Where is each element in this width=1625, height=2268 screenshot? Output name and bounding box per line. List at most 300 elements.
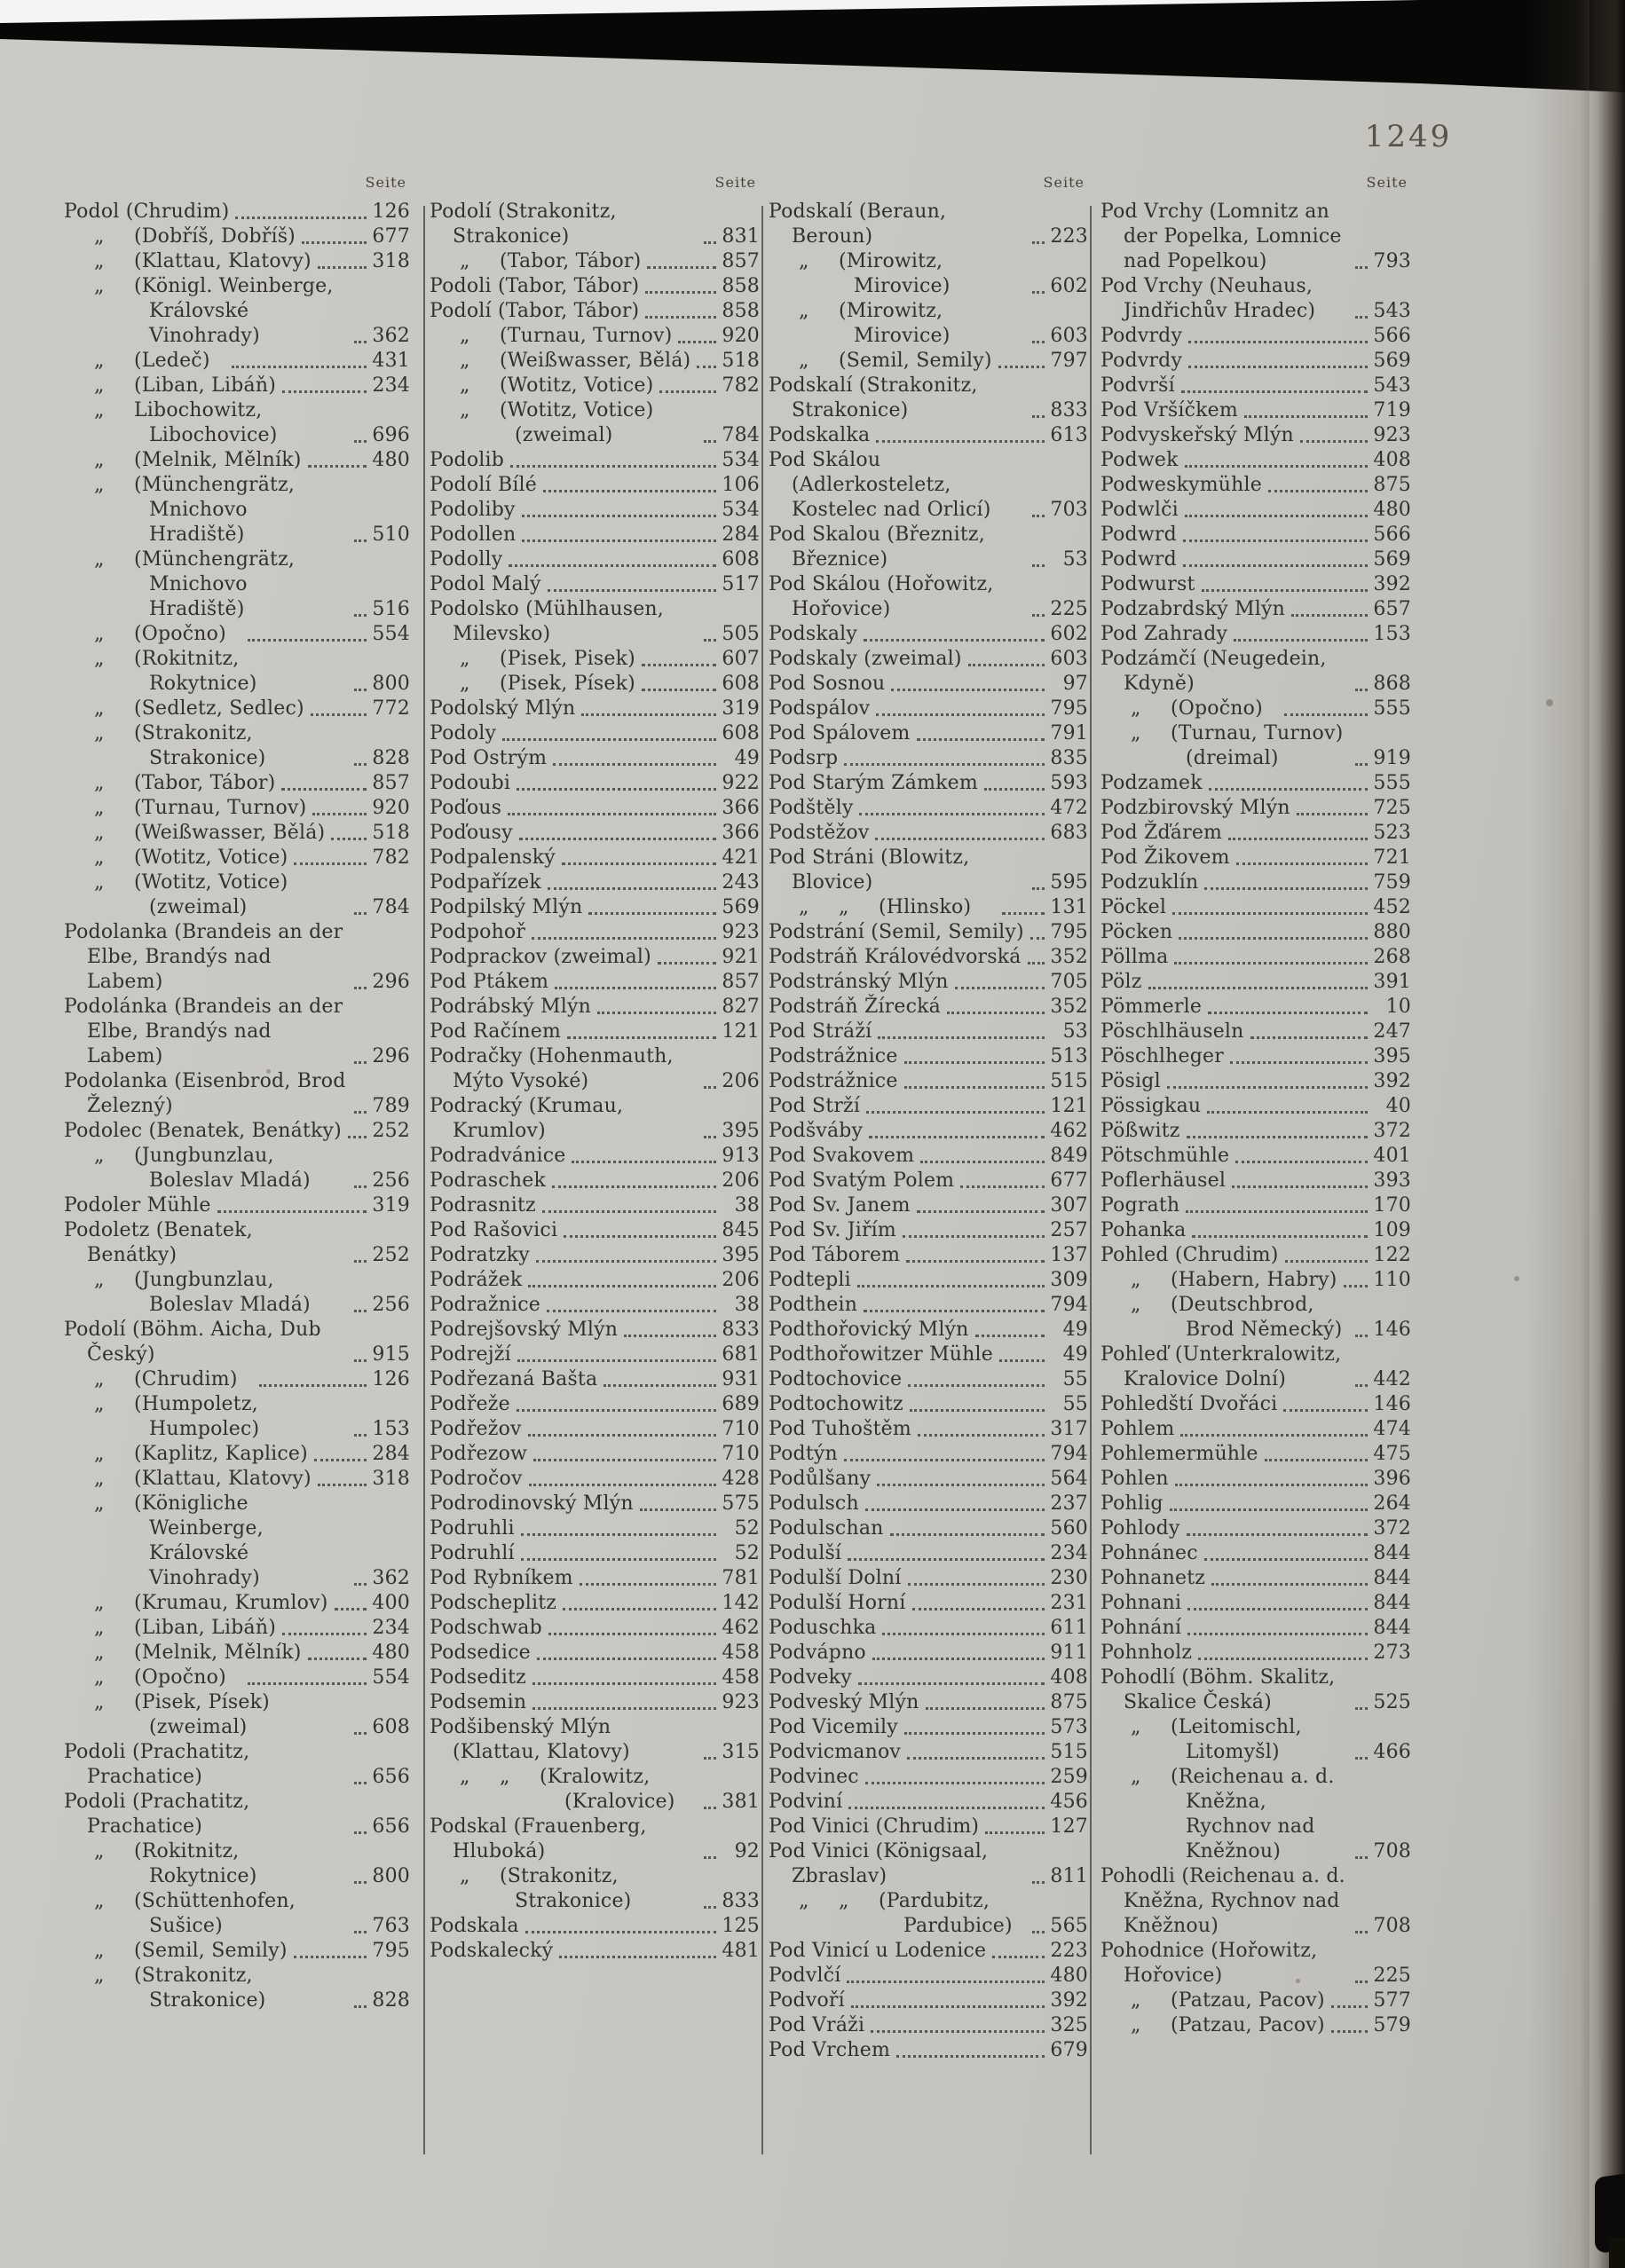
dotted-leader bbox=[548, 1633, 716, 1635]
dotted-leader bbox=[248, 1682, 367, 1685]
entry-name: Podulší Dolní bbox=[769, 1567, 902, 1589]
index-entry bbox=[430, 1218, 761, 1243]
entry-name: Pod Ostrým bbox=[430, 747, 548, 769]
entry-name: Pod Žďárem bbox=[1100, 822, 1223, 844]
entry-page-number: 395 bbox=[722, 1244, 760, 1266]
entry-name: Podvrší bbox=[1100, 374, 1175, 397]
index-entry bbox=[1100, 1268, 1413, 1293]
entry-page-number: 569 bbox=[1373, 548, 1411, 571]
index-entry bbox=[1100, 448, 1413, 473]
entry-name: „ (Wotitz, Votice) bbox=[94, 847, 288, 869]
index-entry bbox=[769, 374, 1090, 423]
entry-page-number: 681 bbox=[722, 1343, 760, 1366]
entry-name: Podstránský Mlýn bbox=[769, 971, 949, 993]
entry-name: Podřezow bbox=[430, 1443, 528, 1465]
column-4-entries bbox=[1100, 200, 1413, 2038]
entry-page-number: 915 bbox=[372, 1343, 410, 1366]
entry-name: Podpařízek bbox=[430, 871, 541, 894]
index-entry bbox=[1100, 1069, 1413, 1094]
column-divider-3 bbox=[1090, 206, 1092, 2154]
entry-name: Podoler Mühle bbox=[64, 1194, 211, 1217]
dotted-leader bbox=[510, 465, 716, 468]
entry-page-number: 793 bbox=[1373, 250, 1411, 272]
index-entry bbox=[769, 970, 1090, 995]
dotted-leader bbox=[281, 788, 367, 791]
index-entry bbox=[1100, 473, 1413, 498]
entry-page-number: 153 bbox=[1373, 623, 1411, 645]
index-entry bbox=[769, 846, 1090, 895]
scan-artifact-corner-mark-small bbox=[1609, 2238, 1625, 2268]
entry-page-number: 554 bbox=[372, 623, 410, 645]
dotted-leader bbox=[572, 1161, 716, 1163]
entry-page-number: 137 bbox=[1050, 1244, 1088, 1266]
entry-page-number: 923 bbox=[1373, 424, 1411, 446]
entry-page-number: 656 bbox=[372, 1766, 410, 1788]
index-entry bbox=[430, 870, 761, 895]
entry-page-number: 53 bbox=[1062, 1020, 1088, 1043]
entry-name: Podraschek bbox=[430, 1169, 547, 1192]
entry-name: Pod Vinicí u Lodenice bbox=[769, 1940, 987, 1962]
entry-page-number: 554 bbox=[372, 1666, 410, 1689]
entry-page-number: 223 bbox=[1050, 1940, 1088, 1962]
index-entry bbox=[769, 1591, 1090, 1616]
entry-name: Pöcken bbox=[1100, 921, 1173, 943]
entry-name: Podtepli bbox=[769, 1269, 851, 1291]
entry-name: Podprackov (zweimal) bbox=[430, 946, 651, 968]
index-entry bbox=[64, 846, 412, 870]
entry-page-number: 481 bbox=[722, 1940, 760, 1962]
dotted-leader bbox=[517, 1359, 716, 1362]
dotted-leader bbox=[992, 1956, 1045, 1958]
entry-page-number: 395 bbox=[1373, 1045, 1411, 1067]
index-entry bbox=[1100, 1541, 1413, 1566]
entry-name: Pod Sv. Janem bbox=[769, 1194, 911, 1217]
entry-page-number: 206 bbox=[722, 1269, 760, 1291]
entry-page-number: 146 bbox=[1373, 1319, 1411, 1341]
index-entry bbox=[1100, 1467, 1413, 1492]
dotted-leader bbox=[528, 1434, 716, 1437]
entry-page-number: 789 bbox=[372, 1095, 410, 1117]
entry-page-number: 146 bbox=[1373, 1393, 1411, 1415]
index-entry bbox=[769, 721, 1090, 746]
index-entry bbox=[64, 1839, 412, 1889]
index-entry bbox=[1100, 423, 1413, 448]
entry-name: Podthořowitzer Mühle bbox=[769, 1343, 994, 1366]
dotted-leader bbox=[559, 1956, 716, 1958]
entry-page-number: 247 bbox=[1373, 1020, 1411, 1043]
entry-page-number: 52 bbox=[734, 1517, 760, 1540]
entry-page-number: 833 bbox=[1050, 399, 1088, 421]
dotted-leader bbox=[960, 1185, 1045, 1188]
entry-name: Podskaly (zweimal) bbox=[769, 648, 962, 670]
entry-page-number: 352 bbox=[1050, 996, 1088, 1018]
entry-page-number: 466 bbox=[1373, 1741, 1411, 1763]
entry-name: Podšibenský Mlýn (Klattau, Klatovy) bbox=[430, 1716, 630, 1763]
entry-name: Podracký (Krumau, Krumlov) bbox=[430, 1095, 624, 1142]
index-entry bbox=[769, 821, 1090, 846]
dotted-leader bbox=[1032, 291, 1045, 294]
dotted-leader bbox=[533, 1459, 716, 1461]
entry-page-number: 234 bbox=[372, 374, 410, 397]
index-entry bbox=[769, 995, 1090, 1020]
entry-page-number: 595 bbox=[1050, 871, 1088, 894]
entry-page-number: 517 bbox=[722, 573, 760, 595]
index-entry bbox=[430, 1815, 761, 1864]
entry-page-number: 49 bbox=[734, 747, 760, 769]
dotted-leader bbox=[525, 1931, 716, 1933]
index-entry bbox=[64, 349, 412, 374]
entry-name: Podoletz (Benatek, Benátky) bbox=[64, 1219, 253, 1266]
entry-name: Pod Strží bbox=[769, 1095, 861, 1117]
entry-page-number: 225 bbox=[1373, 1965, 1411, 1987]
entry-page-number: 920 bbox=[372, 797, 410, 819]
entry-name: Podrejšovský Mlýn bbox=[430, 1319, 619, 1341]
entry-name: Podřezaná Bašta bbox=[430, 1368, 598, 1390]
entry-page-number: 480 bbox=[372, 1642, 410, 1664]
dotted-leader bbox=[647, 266, 716, 269]
entry-page-number: 710 bbox=[722, 1418, 760, 1440]
entry-page-number: 657 bbox=[1373, 598, 1411, 620]
entry-name: Podolí (Böhm. Aicha, Dub Český) bbox=[64, 1319, 321, 1366]
dotted-leader bbox=[1032, 341, 1045, 343]
entry-page-number: 206 bbox=[722, 1070, 760, 1092]
entry-name: Pohnánec bbox=[1100, 1542, 1198, 1564]
entry-page-number: 919 bbox=[1373, 747, 1411, 769]
index-entry bbox=[430, 1914, 761, 1939]
index-entry bbox=[1100, 374, 1413, 398]
dotted-leader bbox=[1181, 390, 1368, 393]
entry-name: Podskalí (Strakonitz, Strakonice) bbox=[769, 374, 978, 421]
index-entry bbox=[1100, 1988, 1413, 2013]
entry-page-number: 142 bbox=[722, 1592, 760, 1614]
dotted-leader bbox=[704, 440, 716, 443]
entry-page-number: 800 bbox=[372, 673, 410, 695]
entry-name: Podvrdy bbox=[1100, 325, 1183, 347]
index-entry bbox=[64, 1492, 412, 1591]
index-entry bbox=[430, 523, 761, 547]
index-entry bbox=[430, 1020, 761, 1044]
dotted-leader bbox=[917, 1210, 1045, 1213]
entry-page-number: 252 bbox=[372, 1244, 410, 1266]
entry-page-number: 858 bbox=[722, 300, 760, 322]
entry-name: „ (Habern, Habry) bbox=[1131, 1269, 1337, 1291]
entry-name: Podskalecký bbox=[430, 1940, 554, 1962]
dotted-leader bbox=[548, 589, 716, 592]
entry-name: Pohnanetz bbox=[1100, 1567, 1206, 1589]
entry-page-number: 534 bbox=[722, 449, 760, 471]
index-entry bbox=[64, 398, 412, 448]
dotted-leader bbox=[865, 1782, 1045, 1784]
dotted-leader bbox=[553, 763, 716, 766]
dotted-leader bbox=[282, 390, 367, 393]
dotted-leader bbox=[659, 390, 716, 393]
entry-name: Podštěly bbox=[769, 797, 854, 819]
index-entry bbox=[430, 1318, 761, 1343]
entry-name: Podzbirovský Mlýn bbox=[1100, 797, 1290, 819]
entry-name: „ (Opočno) bbox=[1131, 697, 1263, 720]
entry-name: Pod Skálou (Hořowitz, Hořovice) bbox=[769, 573, 994, 620]
index-entry bbox=[64, 647, 412, 697]
dotted-leader bbox=[878, 1036, 1045, 1039]
entry-name: Podulší Horní bbox=[769, 1592, 906, 1614]
dotted-leader bbox=[955, 987, 1045, 989]
index-entry bbox=[430, 796, 761, 821]
index-entry bbox=[430, 1765, 761, 1815]
entry-name: „ (Melnik, Mělník) bbox=[94, 1642, 302, 1664]
dotted-leader bbox=[1032, 887, 1045, 890]
entry-name: Podskala bbox=[430, 1915, 519, 1937]
entry-name: Pöckel bbox=[1100, 896, 1167, 918]
entry-name: Podsedice bbox=[430, 1642, 531, 1664]
dotted-leader bbox=[548, 887, 716, 890]
entry-page-number: 518 bbox=[372, 822, 410, 844]
dotted-leader bbox=[547, 1310, 716, 1312]
dotted-leader bbox=[354, 1732, 367, 1735]
entry-page-number: 97 bbox=[1062, 673, 1088, 695]
index-entry bbox=[769, 1964, 1090, 1988]
dotted-leader bbox=[1355, 1335, 1368, 1337]
entry-name: Pod Račínem bbox=[430, 1020, 562, 1043]
entry-page-number: 122 bbox=[1373, 1244, 1411, 1266]
index-entry bbox=[430, 324, 761, 349]
dotted-leader bbox=[1188, 341, 1368, 343]
dotted-leader bbox=[564, 1235, 716, 1238]
dotted-leader bbox=[1185, 515, 1368, 517]
entry-name: Pod Sv. Jiřím bbox=[769, 1219, 896, 1241]
entry-page-number: 579 bbox=[1373, 2014, 1411, 2036]
entry-page-number: 428 bbox=[722, 1468, 760, 1490]
index-entry bbox=[769, 1069, 1090, 1094]
entry-name: „ „ (Hlinsko) bbox=[799, 896, 972, 918]
entry-page-number: 555 bbox=[1373, 697, 1411, 720]
dotted-leader bbox=[354, 987, 367, 989]
index-entry bbox=[1100, 1516, 1413, 1541]
dotted-leader bbox=[318, 266, 367, 269]
entry-name: Poďous bbox=[430, 797, 502, 819]
entry-page-number: 127 bbox=[1050, 1815, 1088, 1838]
entry-name: „ (Patzau, Pacov) bbox=[1131, 1989, 1325, 2012]
dotted-leader bbox=[532, 1682, 716, 1685]
index-entry bbox=[430, 1616, 761, 1641]
entry-page-number: 474 bbox=[1373, 1418, 1411, 1440]
index-entry bbox=[430, 1343, 761, 1367]
entry-page-number: 811 bbox=[1050, 1865, 1088, 1887]
entry-name: „ (Jungbunzlau, Boleslav Mladá) bbox=[94, 1269, 311, 1316]
entry-name: Podvrdy bbox=[1100, 350, 1183, 372]
entry-name: Pohled (Chrudim) bbox=[1100, 1244, 1279, 1266]
index-entry bbox=[430, 1094, 761, 1144]
entry-name: Podřeže bbox=[430, 1393, 510, 1415]
index-entry bbox=[430, 299, 761, 324]
index-entry bbox=[769, 1020, 1090, 1044]
entry-name: „ (Kaplitz, Kaplice) bbox=[94, 1443, 308, 1465]
index-entry bbox=[1100, 1020, 1413, 1044]
entry-page-number: 844 bbox=[1373, 1542, 1411, 1564]
entry-name: Pohlemermühle bbox=[1100, 1443, 1258, 1465]
entry-page-number: 442 bbox=[1373, 1368, 1411, 1390]
entry-name: Podwek bbox=[1100, 449, 1179, 471]
entry-name: Podůlšany bbox=[769, 1468, 872, 1490]
dotted-leader bbox=[521, 1558, 716, 1561]
entry-page-number: 372 bbox=[1373, 1517, 1411, 1540]
entry-page-number: 106 bbox=[722, 474, 760, 496]
entry-page-number: 794 bbox=[1050, 1294, 1088, 1316]
entry-name: Podzámčí (Neugedein, Kdyně) bbox=[1100, 648, 1327, 695]
dotted-leader bbox=[259, 1384, 367, 1387]
entry-page-number: 534 bbox=[722, 499, 760, 521]
index-entry bbox=[64, 1641, 412, 1666]
entry-page-number: 456 bbox=[1050, 1791, 1088, 1813]
dotted-leader bbox=[704, 1757, 716, 1760]
dotted-leader bbox=[354, 763, 367, 766]
dotted-leader bbox=[678, 341, 716, 343]
entry-name: Podvoří bbox=[769, 1989, 845, 2012]
index-column-3 bbox=[769, 174, 1090, 2063]
dotted-leader bbox=[354, 614, 367, 617]
dotted-leader bbox=[588, 912, 716, 915]
entry-name: Podolanka (Eisenbrod, Brod Železný) bbox=[64, 1070, 346, 1117]
index-entry bbox=[769, 1442, 1090, 1467]
index-entry bbox=[769, 448, 1090, 523]
entry-page-number: 827 bbox=[722, 996, 760, 1018]
entry-page-number: 381 bbox=[722, 1791, 760, 1813]
entry-page-number: 225 bbox=[1050, 598, 1088, 620]
entry-page-number: 475 bbox=[1373, 1443, 1411, 1465]
entry-name: Podspálov bbox=[769, 697, 871, 720]
entry-page-number: 52 bbox=[734, 1542, 760, 1564]
dotted-leader bbox=[1355, 1707, 1368, 1710]
dotted-leader bbox=[904, 1061, 1045, 1064]
entry-page-number: 602 bbox=[1050, 275, 1088, 297]
index-entry bbox=[1100, 1666, 1413, 1715]
dotted-leader bbox=[1235, 1161, 1368, 1163]
entry-name: „ (Liban, Libáň) bbox=[94, 1617, 276, 1639]
index-entry bbox=[769, 1293, 1090, 1318]
entry-page-number: 505 bbox=[722, 623, 760, 645]
dotted-leader bbox=[318, 1484, 367, 1486]
dotted-leader bbox=[975, 1335, 1045, 1337]
entry-page-number: 828 bbox=[372, 1989, 410, 2012]
dotted-leader bbox=[354, 1931, 367, 1933]
index-entry bbox=[769, 1094, 1090, 1119]
index-entry bbox=[430, 895, 761, 920]
entry-page-number: 318 bbox=[372, 250, 410, 272]
entry-name: Podpalenský bbox=[430, 847, 556, 869]
dotted-leader bbox=[848, 1558, 1045, 1561]
dotted-leader bbox=[1209, 788, 1368, 791]
entry-name: Podoli (Prachatitz, Prachatice) bbox=[64, 1741, 250, 1788]
entry-name: „ (Krumau, Krumlov) bbox=[94, 1592, 328, 1614]
entry-name: „ (Tabor, Tábor) bbox=[94, 772, 276, 794]
entry-name: Podolánka (Brandeis an der Elbe, Brandýs nad Labem) bbox=[64, 996, 343, 1067]
entry-name: Podolly bbox=[430, 548, 503, 571]
entry-page-number: 721 bbox=[1373, 847, 1411, 869]
dotted-leader bbox=[354, 1434, 367, 1437]
index-entry bbox=[1100, 895, 1413, 920]
entry-page-number: 153 bbox=[372, 1418, 410, 1440]
entry-name: „ (Weißwasser, Bělá) bbox=[460, 350, 691, 372]
entry-page-number: 875 bbox=[1373, 474, 1411, 496]
dotted-leader bbox=[645, 291, 716, 294]
entry-name: Pod Spálovem bbox=[769, 722, 911, 744]
entry-page-number: 125 bbox=[722, 1915, 760, 1937]
entry-name: „ (Strakonitz, Strakonice) bbox=[460, 1865, 632, 1912]
dotted-leader bbox=[877, 1484, 1045, 1486]
index-entry bbox=[769, 622, 1090, 647]
entry-page-number: 543 bbox=[1373, 300, 1411, 322]
index-entry bbox=[1100, 1293, 1413, 1343]
entry-page-number: 560 bbox=[1050, 1517, 1088, 1540]
entry-page-number: 845 bbox=[722, 1219, 760, 1241]
entry-page-number: 708 bbox=[1373, 1915, 1411, 1937]
dotted-leader bbox=[308, 465, 367, 468]
entry-page-number: 602 bbox=[1050, 623, 1088, 645]
entry-page-number: 391 bbox=[1373, 971, 1411, 993]
entry-page-number: 525 bbox=[1373, 1691, 1411, 1713]
dotted-leader bbox=[1187, 1608, 1368, 1610]
entry-name: Pod Vinici (Chrudim) bbox=[769, 1815, 980, 1838]
dotted-leader bbox=[1355, 1981, 1368, 1983]
entry-name: Pohodlí (Böhm. Skalitz, Skalice Česká) bbox=[1100, 1666, 1336, 1713]
entry-page-number: 677 bbox=[1050, 1169, 1088, 1192]
entry-page-number: 683 bbox=[1050, 822, 1088, 844]
entry-page-number: 49 bbox=[1062, 1319, 1088, 1341]
entry-name: Podolec (Benatek, Benátky) bbox=[64, 1120, 342, 1142]
entry-name: Pod Starým Zámkem bbox=[769, 772, 978, 794]
entry-page-number: 784 bbox=[372, 896, 410, 918]
dotted-leader bbox=[348, 1136, 367, 1138]
entry-name: „ „ (Kralowitz, (Kralovice) bbox=[460, 1766, 675, 1813]
dotted-leader bbox=[528, 1285, 716, 1288]
entry-page-number: 705 bbox=[1050, 971, 1088, 993]
entry-page-number: 431 bbox=[372, 350, 410, 372]
entry-name: Podol (Chrudim) bbox=[64, 201, 230, 223]
dotted-leader bbox=[517, 788, 716, 791]
entry-name: Pohlem bbox=[1100, 1418, 1175, 1440]
dotted-leader bbox=[354, 1583, 367, 1586]
column-divider-1 bbox=[423, 206, 425, 2154]
dotted-leader bbox=[704, 639, 716, 642]
index-entry bbox=[64, 1467, 412, 1492]
index-entry bbox=[64, 622, 412, 647]
entry-name: Pohlen bbox=[1100, 1468, 1169, 1490]
dotted-leader bbox=[1244, 415, 1368, 418]
entry-page-number: 462 bbox=[722, 1617, 760, 1639]
entry-name: Podthořovický Mlýn bbox=[769, 1319, 969, 1341]
dotted-leader bbox=[1204, 1558, 1368, 1561]
entry-page-number: 515 bbox=[1050, 1070, 1088, 1092]
index-entry bbox=[1100, 721, 1413, 771]
entry-name: Pölz bbox=[1100, 971, 1142, 993]
dotted-leader bbox=[354, 1260, 367, 1263]
dotted-leader bbox=[917, 738, 1045, 741]
entry-name: Pod Vrchy (Lomnitz an der Popelka, Lomnice nad Popelkou) bbox=[1100, 201, 1342, 272]
entry-name: Podvlčí bbox=[769, 1965, 841, 1987]
dotted-leader bbox=[311, 713, 367, 716]
index-entry bbox=[430, 647, 761, 672]
dotted-leader bbox=[851, 2005, 1045, 2008]
index-entry bbox=[64, 224, 412, 249]
entry-name: Podweskymühle bbox=[1100, 474, 1262, 496]
entry-name: „ (Reichenau a. d. Kněžna, Rychnov nad Kněžnou) bbox=[1131, 1766, 1335, 1862]
entry-name: Podračky (Hohenmauth, Mýto Vysoké) bbox=[430, 1045, 674, 1092]
dotted-leader bbox=[552, 1185, 716, 1188]
dotted-leader bbox=[875, 838, 1045, 840]
entry-name: „ (Mirowitz, Mirovice) bbox=[799, 250, 951, 297]
index-entry bbox=[64, 547, 412, 622]
entry-page-number: 92 bbox=[734, 1840, 760, 1862]
entry-name: „ „ (Pardubitz, Pardubice) bbox=[799, 1890, 1013, 1937]
